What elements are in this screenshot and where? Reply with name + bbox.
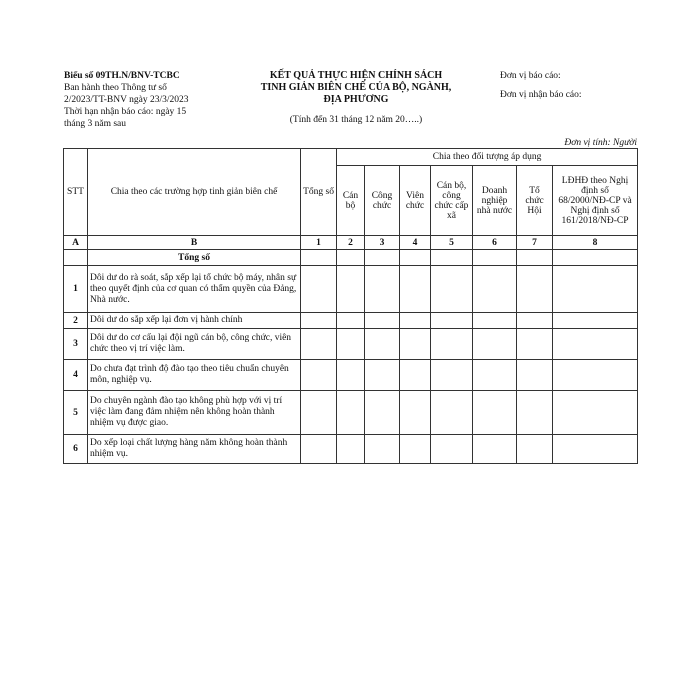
table-cell: [400, 435, 431, 464]
form-code: Biểu số 09TH.N/BNV-TCBC: [64, 71, 180, 81]
table-cell: [365, 329, 400, 360]
table-cell: [553, 435, 638, 464]
header-to-chuc-hoi: Tổ chức Hội: [517, 166, 553, 236]
form-issued-line2: 2/2023/TT-BNV ngày 23/3/2023: [64, 95, 189, 105]
form-deadline-line2: tháng 3 năm sau: [64, 119, 127, 129]
table-row: [64, 329, 638, 360]
index-cell: 7: [517, 236, 553, 250]
table-row: [64, 266, 638, 313]
report-subtitle: (Tính đến 31 tháng 12 năm 20…..): [289, 115, 423, 125]
table-cell: [337, 360, 365, 391]
report-title-line2: TINH GIẢN BIÊN CHẾ CỦA BỘ, NGÀNH,: [260, 82, 452, 93]
table-cell: [431, 250, 473, 266]
row-stt: 5: [64, 391, 88, 435]
total-label: Tổng số: [88, 250, 301, 266]
table-cell: [517, 360, 553, 391]
table-cell: [517, 266, 553, 313]
table-cell: [473, 329, 517, 360]
table-cell: [473, 391, 517, 435]
table-cell: [301, 313, 337, 329]
form-issued-line1: Ban hành theo Thông tư số: [64, 83, 167, 93]
table-cell: [337, 329, 365, 360]
table-cell: [365, 250, 400, 266]
table-cell: [301, 250, 337, 266]
index-cell: 8: [553, 236, 638, 250]
table-cell: [301, 435, 337, 464]
header-ldhd: LĐHĐ theo Nghị định số 68/2000/NĐ-CP và Nghị định số 161/2018/NĐ-CP: [553, 166, 638, 236]
row-stt: 6: [64, 435, 88, 464]
table-cell: [473, 266, 517, 313]
header-can-bo-cap-xa: Cán bộ, công chức cấp xã: [431, 166, 473, 236]
index-row: [64, 236, 638, 250]
total-row: [64, 250, 638, 266]
table-cell: [337, 313, 365, 329]
row-stt: 4: [64, 360, 88, 391]
table-cell: [365, 360, 400, 391]
row-label: Do chuyên ngành đào tạo không phù hợp với vị trí việc làm đang đảm nhiệm nên không hoàn thành nhiệm vụ được giao.: [88, 391, 301, 435]
table-cell: [431, 266, 473, 313]
table-cell: [365, 313, 400, 329]
table-cell: [517, 313, 553, 329]
table-cell: [400, 360, 431, 391]
table-cell: [337, 391, 365, 435]
table-cell: [517, 250, 553, 266]
table-cell: [517, 435, 553, 464]
table-cell: [553, 360, 638, 391]
table-cell: [473, 250, 517, 266]
report-title-line1: KẾT QUẢ THỰC HIỆN CHÍNH SÁCH: [269, 70, 443, 81]
table-cell: [301, 329, 337, 360]
table-header-row: [64, 149, 638, 166]
table-cell: [64, 250, 88, 266]
table-cell: [400, 266, 431, 313]
table-cell: [400, 329, 431, 360]
header-vien-chuc: Viên chức: [400, 166, 431, 236]
table-cell: [553, 313, 638, 329]
index-cell: 5: [431, 236, 473, 250]
table-cell: [431, 391, 473, 435]
table-cell: [301, 266, 337, 313]
index-cell: 4: [400, 236, 431, 250]
table-cell: [553, 329, 638, 360]
header-cong-chuc: Công chức: [365, 166, 400, 236]
row-label: Dôi dư do cơ cấu lại đội ngũ cán bộ, công chức, viên chức theo vị trí việc làm.: [88, 329, 301, 360]
row-stt: 1: [64, 266, 88, 313]
table-cell: [337, 266, 365, 313]
table-cell: [431, 313, 473, 329]
table-cell: [365, 266, 400, 313]
table-cell: [473, 360, 517, 391]
index-cell: 6: [473, 236, 517, 250]
header-stt: STT: [64, 149, 88, 236]
report-title-block: [238, 70, 474, 126]
table-cell: [473, 435, 517, 464]
header-total: Tổng số: [301, 149, 337, 236]
table-cell: [431, 360, 473, 391]
index-cell: 2: [337, 236, 365, 250]
row-stt: 2: [64, 313, 88, 329]
row-label: Dôi dư do sắp xếp lại đơn vị hành chính: [88, 313, 301, 329]
form-deadline-line1: Thời hạn nhận báo cáo: ngày 15: [64, 107, 187, 117]
table-cell: [553, 266, 638, 313]
header-cases: Chia theo các trường hợp tinh giản biên chế: [88, 149, 301, 236]
form-info-block: [64, 70, 244, 130]
index-cell: A: [64, 236, 88, 250]
table-row: [64, 435, 638, 464]
unit-note: Đơn vị tính: Người: [564, 138, 637, 148]
table-row: [64, 391, 638, 435]
table-cell: [431, 435, 473, 464]
report-title-line3: ĐỊA PHƯƠNG: [323, 94, 389, 105]
table-cell: [553, 391, 638, 435]
table-row: [64, 360, 638, 391]
index-cell: 3: [365, 236, 400, 250]
units-block: [500, 70, 650, 108]
table-cell: [301, 360, 337, 391]
header-group: Chia theo đối tượng áp dụng: [337, 149, 638, 166]
reporting-unit-label: Đơn vị báo cáo:: [500, 71, 561, 81]
table-cell: [517, 391, 553, 435]
table-cell: [400, 313, 431, 329]
row-label: Dôi dư do rà soát, sắp xếp lại tổ chức bộ máy, nhân sự theo quyết định của cơ quan có thẩm quyền của Đảng, Nhà nước.: [88, 266, 301, 313]
table-cell: [337, 435, 365, 464]
receiving-unit-label: Đơn vị nhận báo cáo:: [500, 90, 582, 100]
header-can-bo: Cán bộ: [337, 166, 365, 236]
index-cell: B: [88, 236, 301, 250]
table-cell: [473, 313, 517, 329]
table-cell: [400, 250, 431, 266]
table-cell: [365, 391, 400, 435]
header-doanh-nghiep: Doanh nghiệp nhà nước: [473, 166, 517, 236]
table-cell: [365, 435, 400, 464]
index-cell: 1: [301, 236, 337, 250]
table-row: [64, 313, 638, 329]
table-cell: [400, 391, 431, 435]
table-cell: [553, 250, 638, 266]
row-label: Do xếp loại chất lượng hàng năm không hoàn thành nhiệm vụ.: [88, 435, 301, 464]
row-label: Do chưa đạt trình độ đào tạo theo tiêu chuẩn chuyên môn, nghiệp vụ.: [88, 360, 301, 391]
report-table: [63, 148, 638, 464]
row-stt: 3: [64, 329, 88, 360]
table-cell: [517, 329, 553, 360]
table-cell: [301, 391, 337, 435]
table-cell: [431, 329, 473, 360]
table-cell: [337, 250, 365, 266]
